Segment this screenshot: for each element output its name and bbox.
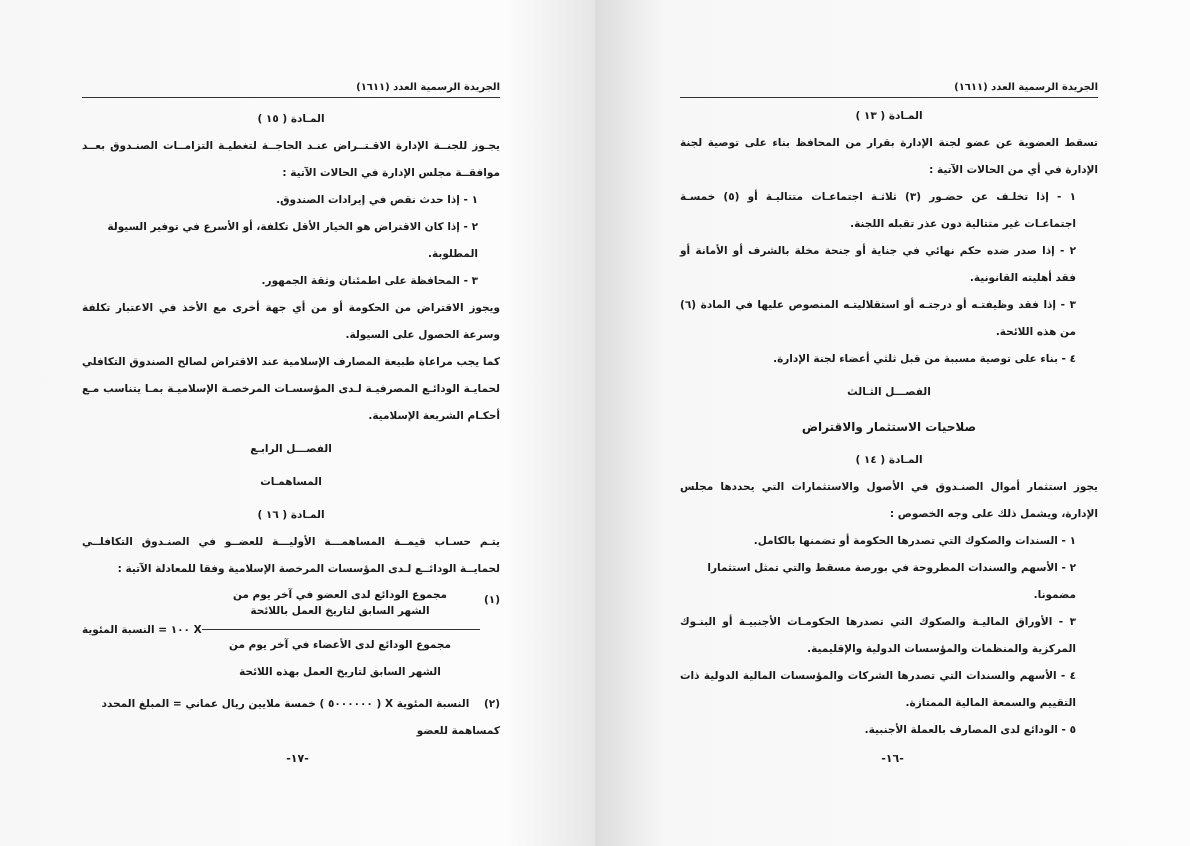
page-number: -١٦- (881, 752, 904, 765)
formula-2-text: النسبة المئوية X ( ٥٠٠٠٠٠٠ ) خمسة ملايين ريال عماني = المبلغ المحدد كمساهمة للعضو (101, 698, 500, 737)
page-body (82, 106, 500, 745)
article-15-item-1: ١ - إذا حدث نقص في إيرادات الصندوق. (276, 194, 478, 206)
chapter-4-heading: الفصـــل الرابـع (250, 443, 332, 455)
article-13-item-2: ٢ - إذا صدر ضده حكم نهائي في جناية أو جنحة مخلة بالشرف أو الأمانة أو فقد أهليته القانونية. (680, 245, 1076, 284)
page-header: الجريدة الرسمية العدد (١٦١١) (82, 79, 500, 98)
formula-2-number: (٢) (483, 698, 500, 710)
article-15-title: المـادة ( ١٥ ) (257, 113, 325, 125)
article-15-para-3: كما يجب مراعاة طبيعة المصارف الإسلامية عند الاقتراض لصالح الصندوق التكافلي لحمايـة الودائـع المصرفيـة لـدى المؤسسـات المرخصـة الإسلاميـة بمـا يتناسب مـع أحكـام الشريعة الإسلامية. (82, 356, 500, 422)
page-header: الجريدة الرسمية العدد (١٦١١) (680, 79, 1098, 98)
formula-1-denominator: مجموع الودائع لدى الأعضاء في آخر يوم من الشهر السابق لتاريخ العمل بهذه اللائحة (229, 639, 451, 678)
article-13-item-3: ٣ - إذا فقد وظيفتـه أو درجتـه أو استقلاليتـه المنصوص عليها في المادة (٦) من هذه اللائحة. (680, 299, 1076, 338)
article-14-item-2: ٢ - الأسهم والسندات المطروحة في بورصة مسقط والتي تمثل استثمارا مضمونا. (707, 562, 1076, 601)
article-13-item-4: ٤ - بناء على توصية مسببة من قبل ثلثي أعضاء لجنة الإدارة. (773, 353, 1076, 365)
page-number: -١٧- (286, 752, 309, 765)
article-14-title: المـادة ( ١٤ ) (855, 454, 923, 466)
formula-1-result: X ١٠٠ = النسبة المئوية (82, 624, 202, 636)
article-15-item-2: ٢ - إذا كان الاقتراض هو الخيار الأقل تكلفة، أو الأسرع في توفير السيولة المطلوبة. (107, 221, 478, 260)
formula-1-numerator: مجموع الودائع لدى العضو في آخر يوم من الشهر السابق لتاريخ العمل باللائحة (232, 589, 448, 617)
fraction-bar (202, 629, 480, 630)
article-13-item-1: ١ - إذا تخلـف عن حضـور (٣) ثلاثـة اجتماعـات متتاليـة أو (٥) خمسـة اجتماعـات غير متتالية دون عذر تقبله اللجنة. (680, 191, 1076, 230)
page-body (680, 103, 1098, 744)
article-16-title: المـادة ( ١٦ ) (257, 509, 325, 521)
formula-2 (82, 691, 500, 745)
article-14-item-5: ٥ - الودائع لدى المصارف بالعملة الأجنبية. (864, 724, 1076, 736)
formula-1 (82, 587, 500, 689)
article-14-item-1: ١ - السندات والصكوك التي تصدرها الحكومة أو تضمنها بالكامل. (753, 535, 1076, 547)
page-16 (595, 0, 1190, 846)
article-15-para-2: ويجوز الاقتراض من الحكومة أو من أي جهة أخرى مع الأخذ في الاعتبار تكلفة وسرعة الحصول على السيولة. (82, 302, 500, 341)
article-15-intro: يجـوز للجنــة الإدارة الاقـتــراض عنـد الحاجــة لتغطيـة التزامــات الصنـدوق بعــد موافقــة مجلس الإدارة في الحالات الآتية : (82, 140, 500, 179)
article-13-intro: تسقط العضوية عن عضو لجنة الإدارة بقرار من المحافظ بناء على توصية لجنة الإدارة في أي من الحالات الآتية : (680, 137, 1098, 176)
article-14-intro: يجوز استثمار أموال الصنـدوق في الأصول والاستثمارات التي يحددها مجلس الإدارة، ويشمل ذلك على وجه الخصوص : (680, 481, 1098, 520)
chapter-3-title: صلاحيات الاستثمار والاقتراض (801, 420, 977, 434)
article-13-title: المـادة ( ١٣ ) (855, 110, 923, 122)
article-15-item-3: ٣ - المحافظة على اطمئنان وثقة الجمهور. (261, 275, 478, 287)
formula-1-number: (١) (483, 594, 500, 606)
article-14-item-3: ٣ - الأوراق الماليـة والصكوك التي تصدرها الحكومـات الأجنبيـة أو البنـوك المركزية والمنظمات والمؤسسات الدولية والإقليمية. (680, 616, 1076, 655)
chapter-3-heading: الفصـــل الثـالث (847, 386, 931, 398)
chapter-4-title: المساهمـات (260, 476, 322, 488)
article-14-item-4: ٤ - الأسهم والسندات التي تصدرها الشركات والمؤسسات المالية الدولية ذات التقييم والسمعة المالية الممتازة. (680, 670, 1076, 709)
article-16-intro: يتـم حسـاب قيمــة المساهمـــة الأوليـــة للعضــو في الصنـدوق التكافلــي لحمايــة الودائــع لـدى المؤسسات المرخصة الإسلامية وفقا للمعادلة الآتية : (82, 536, 500, 575)
